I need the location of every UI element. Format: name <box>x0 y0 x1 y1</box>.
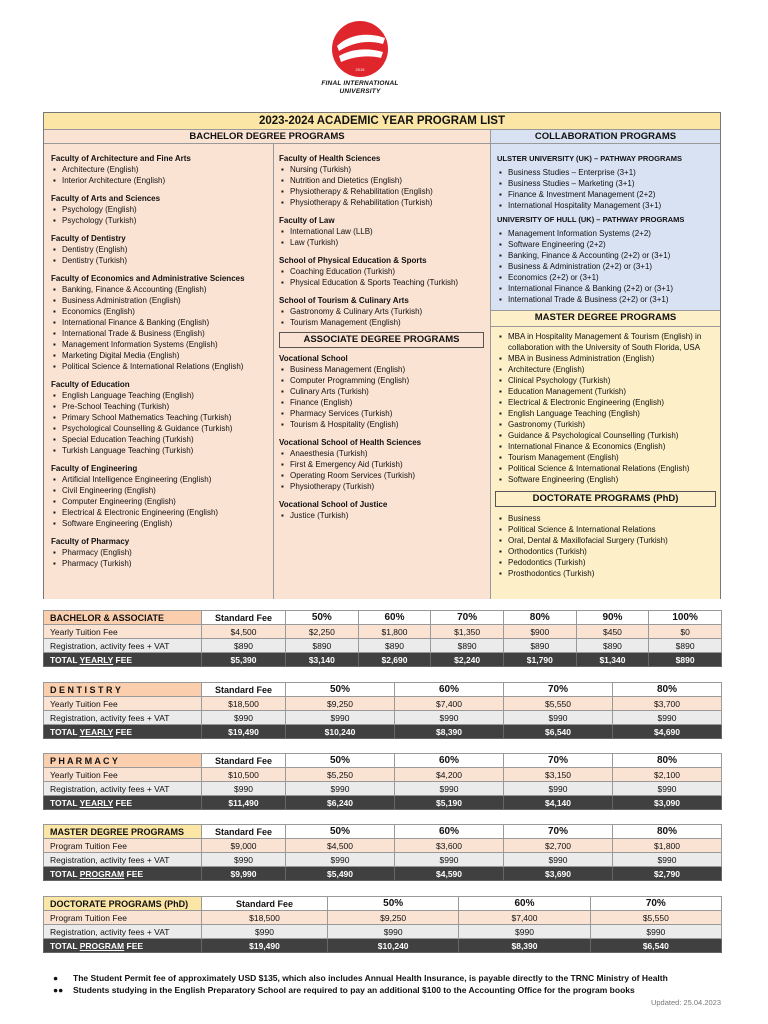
phd-list <box>491 513 720 579</box>
fee-col-header: 70% <box>590 897 721 911</box>
fee-total-value: $4,140 <box>504 796 613 810</box>
footnote-bullet: ●● <box>53 985 64 995</box>
program-list <box>279 226 490 248</box>
fee-value: $450 <box>576 625 649 639</box>
program-item: ▪ Business Management (English) <box>279 364 490 375</box>
program-list <box>51 474 273 529</box>
program-item: ▪ Economics (English) <box>51 306 273 317</box>
fee-value: $990 <box>613 853 722 867</box>
program-list <box>51 390 273 456</box>
fee-value: $990 <box>395 711 504 725</box>
program-item: ▪ Primary School Mathematics Teaching (Turkish) <box>51 412 273 423</box>
phd-program-item: ▪ Business <box>497 513 716 524</box>
fee-row-label: Registration, activity fees + VAT <box>44 925 202 939</box>
fee-total-value: $6,540 <box>504 725 613 739</box>
program-item: ▪ Software Engineering (English) <box>51 518 273 529</box>
program-item: ▪ Civil Engineering (English) <box>51 485 273 496</box>
master-program-item: ▪ Tourism Management (English) <box>497 452 716 463</box>
program-list <box>51 204 273 226</box>
program-item: ▪ Coaching Education (Turkish) <box>279 266 490 277</box>
fee-value: $5,550 <box>590 911 721 925</box>
program-item: ▪ Nutrition and Dietetics (English) <box>279 175 490 186</box>
master-list <box>491 327 720 485</box>
fee-col-header: 70% <box>504 754 613 768</box>
program-item: ▪ Culinary Arts (Turkish) <box>279 386 490 397</box>
fee-value: $990 <box>328 925 459 939</box>
fee-total-value: $6,240 <box>286 796 395 810</box>
program-list-panel <box>43 112 721 599</box>
fee-value: $890 <box>431 639 504 653</box>
fee-table-title: P H A R M A C Y <box>44 754 202 768</box>
fee-col-header: 50% <box>286 825 395 839</box>
university-logo <box>310 18 410 108</box>
fee-value: $1,800 <box>613 839 722 853</box>
master-program-item: ▪ Guidance & Psychological Counselling (Turkish) <box>497 430 716 441</box>
fee-total-value: $3,090 <box>613 796 722 810</box>
faculty-heading: Vocational School <box>279 354 348 363</box>
fee-col-header: 60% <box>358 611 431 625</box>
fee-value: $890 <box>202 639 286 653</box>
fee-col-header: Standard Fee <box>202 683 286 697</box>
program-item: ▪ Artificial Intelligence Engineering (English) <box>51 474 273 485</box>
program-list <box>51 547 273 569</box>
fee-value: $4,500 <box>286 839 395 853</box>
faculty-heading: Vocational School of Justice <box>279 500 388 509</box>
program-item: ▪ English Language Teaching (English) <box>51 390 273 401</box>
program-list <box>51 284 273 372</box>
program-item: ▪ Pharmacy Services (Turkish) <box>279 408 490 419</box>
program-item: ▪ International Trade & Business (2+2) or (3+1) <box>497 294 720 305</box>
fee-value: $990 <box>459 925 590 939</box>
program-list <box>279 510 490 521</box>
master-program-item: ▪ English Language Teaching (English) <box>497 408 716 419</box>
fee-col-header: 100% <box>649 611 722 625</box>
fee-value: $990 <box>286 711 395 725</box>
fee-total-value: $10,240 <box>328 939 459 953</box>
master-program-item: ▪ International Finance & Economics (English) <box>497 441 716 452</box>
fee-value: $2,700 <box>504 839 613 853</box>
logo-text-line1: FINAL INTERNATIONAL <box>321 80 399 87</box>
fee-table-4 <box>43 896 722 953</box>
fee-total-label-emph: YEARLY <box>79 797 114 808</box>
master-program-item: ▪ Electrical & Electronic Engineering (English) <box>497 397 716 408</box>
fee-total-value: $6,540 <box>590 939 721 953</box>
program-list <box>279 266 490 288</box>
fee-value: $5,250 <box>286 768 395 782</box>
fee-total-value: $3,690 <box>504 867 613 881</box>
program-item: ▪ Dentistry (English) <box>51 244 273 255</box>
fee-col-header: 50% <box>328 897 459 911</box>
program-list <box>497 228 720 305</box>
fee-value: $990 <box>395 782 504 796</box>
program-item: ▪ Tourism Management (English) <box>279 317 490 328</box>
program-item: ▪ International Trade & Business (English) <box>51 328 273 339</box>
fee-table-0 <box>43 610 722 667</box>
footnote: ● The Student Permit fee of approximately USD $135, which also includes Annual Health Insurance, is payable directly to the TRNC Ministry of Health <box>53 973 668 983</box>
program-item: ▪ Physiotherapy & Rehabilitation (English) <box>279 186 490 197</box>
program-item: ▪ Business Administration (English) <box>51 295 273 306</box>
faculty-heading: Faculty of Health Sciences <box>279 154 381 163</box>
fee-col-header: 50% <box>286 683 395 697</box>
program-item: ▪ Architecture (English) <box>51 164 273 175</box>
logo-emblem-icon <box>329 18 391 80</box>
program-item: ▪ Physiotherapy (Turkish) <box>279 481 490 492</box>
faculty-heading: School of Tourism & Culinary Arts <box>279 296 409 305</box>
faculty-heading: Faculty of Economics and Administrative Sciences <box>51 274 245 283</box>
program-item: ▪ Software Engineering (2+2) <box>497 239 720 250</box>
fee-table-title: BACHELOR & ASSOCIATE <box>44 611 202 625</box>
master-program-item: ▪ Gastronomy (Turkish) <box>497 419 716 430</box>
fee-value: $4,500 <box>202 625 286 639</box>
fee-total-value: $8,390 <box>459 939 590 953</box>
fee-col-header: 60% <box>395 825 504 839</box>
program-item: ▪ First & Emergency Aid (Turkish) <box>279 459 490 470</box>
fee-total-value: $5,190 <box>395 796 504 810</box>
master-program-item: ▪ Software Engineering (English) <box>497 474 716 485</box>
fee-col-header: Standard Fee <box>202 897 328 911</box>
fee-col-header: 80% <box>613 825 722 839</box>
fee-value: $990 <box>202 925 328 939</box>
fee-col-header: 50% <box>286 611 359 625</box>
faculty-heading: Vocational School of Health Sciences <box>279 438 422 447</box>
fee-total-label-emph: PROGRAM <box>79 940 125 951</box>
fee-row-label: Yearly Tuition Fee <box>44 625 202 639</box>
fee-total-value: $2,240 <box>431 653 504 667</box>
fee-value: $990 <box>504 782 613 796</box>
fee-col-header: 70% <box>504 825 613 839</box>
program-item: ▪ Turkish Language Teaching (Turkish) <box>51 445 273 456</box>
program-item: ▪ Business & Administration (2+2) or (3+1) <box>497 261 720 272</box>
fee-total-label: TOTAL YEARLY FEE <box>44 725 202 739</box>
fee-total-value: $19,490 <box>202 725 286 739</box>
faculty-heading: Faculty of Education <box>51 380 130 389</box>
program-list <box>279 364 490 430</box>
fee-value: $990 <box>202 782 286 796</box>
program-list <box>497 167 720 211</box>
fee-col-header: Standard Fee <box>202 611 286 625</box>
master-program-item: ▪ MBA in Business Administration (English) <box>497 353 716 364</box>
bachelor-column-1 <box>44 144 274 599</box>
fee-col-header: 80% <box>503 611 576 625</box>
faculty-heading: School of Physical Education & Sports <box>279 256 427 265</box>
program-item: ▪ Banking, Finance & Accounting (2+2) or (3+1) <box>497 250 720 261</box>
fee-value: $890 <box>649 639 722 653</box>
master-program-item: ▪ MBA in Hospitality Management & Tourism (English) in collaboration with the University of South Florida, USA <box>497 331 716 353</box>
faculty-heading: Faculty of Architecture and Fine Arts <box>51 154 191 163</box>
associate-header: ASSOCIATE DEGREE PROGRAMS <box>279 332 484 348</box>
program-item: ▪ Computer Engineering (English) <box>51 496 273 507</box>
logo-text-line2: UNIVERSITY <box>339 88 381 95</box>
fee-value: $3,700 <box>613 697 722 711</box>
fee-total-value: $1,790 <box>503 653 576 667</box>
faculty-heading: Faculty of Pharmacy <box>51 537 130 546</box>
program-item: ▪ Interior Architecture (English) <box>51 175 273 186</box>
program-item: ▪ Psychology (English) <box>51 204 273 215</box>
fee-row-label: Program Tuition Fee <box>44 839 202 853</box>
fee-value: $3,600 <box>395 839 504 853</box>
phd-program-item: ▪ Political Science & International Relations <box>497 524 716 535</box>
fee-total-value: $19,490 <box>202 939 328 953</box>
fee-col-header: 70% <box>504 683 613 697</box>
program-item: ▪ Psychological Counselling & Guidance (Turkish) <box>51 423 273 434</box>
program-item: ▪ Physiotherapy & Rehabilitation (Turkish) <box>279 197 490 208</box>
program-item: ▪ Dentistry (Turkish) <box>51 255 273 266</box>
program-item: ▪ International Law (LLB) <box>279 226 490 237</box>
fee-value: $7,400 <box>459 911 590 925</box>
program-item: ▪ Management Information Systems (2+2) <box>497 228 720 239</box>
program-item: ▪ Pharmacy (English) <box>51 547 273 558</box>
graduate-column <box>491 310 720 599</box>
fee-value: $990 <box>202 853 286 867</box>
fee-value: $7,400 <box>395 697 504 711</box>
fee-row-label: Program Tuition Fee <box>44 911 202 925</box>
fee-col-header: 70% <box>431 611 504 625</box>
fee-total-label: TOTAL PROGRAM FEE <box>44 867 202 881</box>
program-item: ▪ International Finance & Banking (English) <box>51 317 273 328</box>
fee-value: $1,350 <box>431 625 504 639</box>
fee-table-title: DOCTORATE PROGRAMS (PhD) <box>44 897 202 911</box>
fee-row-label: Registration, activity fees + VAT <box>44 853 202 867</box>
program-item: ▪ Computer Programming (English) <box>279 375 490 386</box>
fee-col-header: 90% <box>576 611 649 625</box>
fee-value: $10,500 <box>202 768 286 782</box>
master-program-item: ▪ Education Management (Turkish) <box>497 386 716 397</box>
footnotes <box>53 972 668 996</box>
program-item: ▪ Political Science & International Relations (English) <box>51 361 273 372</box>
program-item: ▪ International Finance & Banking (2+2) or (3+1) <box>497 283 720 294</box>
program-item: ▪ Business Studies – Enterprise (3+1) <box>497 167 720 178</box>
fee-value: $990 <box>590 925 721 939</box>
faculty-heading: Faculty of Law <box>279 216 335 225</box>
fee-value: $990 <box>286 853 395 867</box>
fee-row-label: Registration, activity fees + VAT <box>44 711 202 725</box>
fee-value: $18,500 <box>202 911 328 925</box>
fee-value: $900 <box>503 625 576 639</box>
program-item: ▪ Nursing (Turkish) <box>279 164 490 175</box>
program-list <box>279 306 490 328</box>
fee-col-header: 60% <box>395 683 504 697</box>
fee-value: $1,800 <box>358 625 431 639</box>
collaboration-column <box>491 144 720 310</box>
faculty-heading: UNIVERSITY OF HULL (UK) – PATHWAY PROGRAMS <box>497 215 685 224</box>
fee-total-value: $4,590 <box>395 867 504 881</box>
fee-total-label: TOTAL YEARLY FEE <box>44 796 202 810</box>
program-item: ▪ Management Information Systems (English) <box>51 339 273 350</box>
fee-value: $890 <box>286 639 359 653</box>
master-program-item: ▪ Political Science & International Relations (English) <box>497 463 716 474</box>
fee-value: $990 <box>613 782 722 796</box>
fee-value: $9,000 <box>202 839 286 853</box>
fee-total-value: $9,990 <box>202 867 286 881</box>
faculty-heading: Faculty of Engineering <box>51 464 138 473</box>
fee-total-value: $890 <box>649 653 722 667</box>
fee-col-header: 60% <box>459 897 590 911</box>
master-header: MASTER DEGREE PROGRAMS <box>491 311 720 327</box>
fee-value: $9,250 <box>286 697 395 711</box>
program-list <box>51 164 273 186</box>
fee-col-header: 80% <box>613 683 722 697</box>
collaboration-header: COLLABORATION PROGRAMS <box>491 130 720 144</box>
fee-value: $890 <box>576 639 649 653</box>
fee-total-label-emph: PROGRAM <box>79 868 125 879</box>
program-item: ▪ Pre-School Teaching (Turkish) <box>51 401 273 412</box>
program-item: ▪ Marketing Digital Media (English) <box>51 350 273 361</box>
program-item: ▪ International Hospitality Management (3+1) <box>497 200 720 211</box>
bachelor-column-2 <box>274 144 491 599</box>
fee-value: $5,550 <box>504 697 613 711</box>
program-item: ▪ Pharmacy (Turkish) <box>51 558 273 569</box>
program-item: ▪ Justice (Turkish) <box>279 510 490 521</box>
program-item: ▪ Finance (English) <box>279 397 490 408</box>
program-item: ▪ Physical Education & Sports Teaching (Turkish) <box>279 277 490 288</box>
program-list <box>279 164 490 208</box>
program-list <box>279 448 490 492</box>
page-title: 2023-2024 ACADEMIC YEAR PROGRAM LIST <box>44 113 720 130</box>
phd-program-item: ▪ Orthodontics (Turkish) <box>497 546 716 557</box>
fee-table-3 <box>43 824 722 881</box>
program-item: ▪ Law (Turkish) <box>279 237 490 248</box>
fee-table-title: D E N T I S T R Y <box>44 683 202 697</box>
fee-col-header: 80% <box>613 754 722 768</box>
fee-total-value: $2,690 <box>358 653 431 667</box>
bachelor-header: BACHELOR DEGREE PROGRAMS <box>44 130 491 144</box>
fee-total-value: $4,690 <box>613 725 722 739</box>
fee-table-2 <box>43 753 722 810</box>
fee-row-label: Registration, activity fees + VAT <box>44 639 202 653</box>
fee-value: $3,150 <box>504 768 613 782</box>
program-item: ▪ Tourism & Hospitality (English) <box>279 419 490 430</box>
fee-col-header: 50% <box>286 754 395 768</box>
fee-value: $4,200 <box>395 768 504 782</box>
fee-row-label: Yearly Tuition Fee <box>44 697 202 711</box>
fee-value: $2,100 <box>613 768 722 782</box>
fee-value: $990 <box>504 853 613 867</box>
fee-total-label: TOTAL YEARLY FEE <box>44 653 202 667</box>
fee-value: $0 <box>649 625 722 639</box>
program-item: ▪ Electrical & Electronic Engineering (English) <box>51 507 273 518</box>
program-item: ▪ Finance & Investment Management (2+2) <box>497 189 720 200</box>
program-item: ▪ Psychology (Turkish) <box>51 215 273 226</box>
fee-total-value: $1,340 <box>576 653 649 667</box>
fee-total-value: $11,490 <box>202 796 286 810</box>
footnote-bullet: ● <box>53 973 59 983</box>
fee-value: $990 <box>395 853 504 867</box>
program-item: ▪ Anaesthesia (Turkish) <box>279 448 490 459</box>
updated-date: Updated: 25.04.2023 <box>650 998 721 1007</box>
fee-col-header: 60% <box>395 754 504 768</box>
fee-value: $890 <box>358 639 431 653</box>
fee-total-value: $5,490 <box>286 867 395 881</box>
fee-total-label-emph: YEARLY <box>79 654 114 665</box>
fee-col-header: Standard Fee <box>202 754 286 768</box>
program-list <box>51 244 273 266</box>
faculty-heading: ULSTER UNIVERSITY (UK) – PATHWAY PROGRAMS <box>497 154 683 163</box>
program-item: ▪ Economics (2+2) or (3+1) <box>497 272 720 283</box>
fee-row-label: Yearly Tuition Fee <box>44 768 202 782</box>
fee-table-1 <box>43 682 722 739</box>
program-item: ▪ Business Studies – Marketing (3+1) <box>497 178 720 189</box>
fee-table-title: MASTER DEGREE PROGRAMS <box>44 825 202 839</box>
fee-value: $990 <box>286 782 395 796</box>
faculty-heading: Faculty of Dentistry <box>51 234 126 243</box>
fee-value: $890 <box>503 639 576 653</box>
phd-program-item: ▪ Prosthodontics (Turkish) <box>497 568 716 579</box>
faculty-heading: Faculty of Arts and Sciences <box>51 194 161 203</box>
fee-value: $990 <box>202 711 286 725</box>
fee-value: $990 <box>613 711 722 725</box>
fee-total-value: $10,240 <box>286 725 395 739</box>
fee-col-header: Standard Fee <box>202 825 286 839</box>
fee-value: $990 <box>504 711 613 725</box>
program-item: ▪ Gastronomy & Culinary Arts (Turkish) <box>279 306 490 317</box>
fee-total-label: TOTAL PROGRAM FEE <box>44 939 202 953</box>
fee-total-value: $3,140 <box>286 653 359 667</box>
master-program-item: ▪ Clinical Psychology (Turkish) <box>497 375 716 386</box>
fee-total-label-emph: YEARLY <box>79 726 114 737</box>
svg-text:2015: 2015 <box>355 67 365 72</box>
program-item: ▪ Operating Room Services (Turkish) <box>279 470 490 481</box>
phd-program-item: ▪ Pedodontics (Turkish) <box>497 557 716 568</box>
phd-header: DOCTORATE PROGRAMS (PhD) <box>495 491 716 507</box>
program-item: ▪ Banking, Finance & Accounting (English) <box>51 284 273 295</box>
footnote: ●● Students studying in the English Preparatory School are required to pay an additional $100 to the Accounting Office for the program books <box>53 985 635 995</box>
phd-program-item: ▪ Oral, Dental & Maxillofacial Surgery (Turkish) <box>497 535 716 546</box>
master-program-item: ▪ Architecture (English) <box>497 364 716 375</box>
fee-value: $2,250 <box>286 625 359 639</box>
fee-total-value: $2,790 <box>613 867 722 881</box>
fee-total-value: $8,390 <box>395 725 504 739</box>
fee-row-label: Registration, activity fees + VAT <box>44 782 202 796</box>
fee-value: $9,250 <box>328 911 459 925</box>
program-item: ▪ Special Education Teaching (Turkish) <box>51 434 273 445</box>
fee-value: $18,500 <box>202 697 286 711</box>
fee-total-value: $5,390 <box>202 653 286 667</box>
